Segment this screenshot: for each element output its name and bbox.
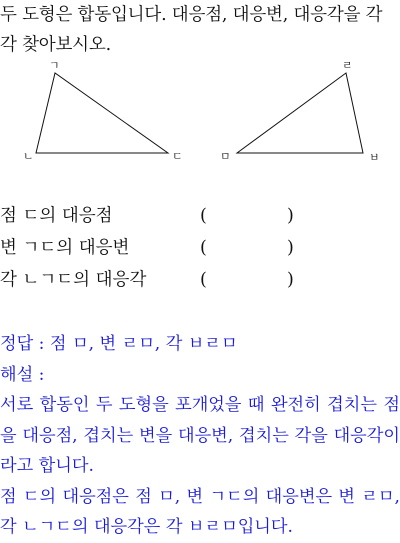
explanation-line: 각 ㄴㄱㄷ의 대응각은 각 ㅂㄹㅁ입니다. — [0, 517, 293, 537]
explanation-line: 라고 합니다. — [0, 456, 94, 476]
question-line-1: 두 도형은 합동입니다. 대응점, 대응변, 대응각을 각 — [0, 5, 383, 25]
explanation-line: 을 대응점, 겹치는 변을 대응변, 겹치는 각을 대응각이 — [0, 425, 400, 446]
blank-row-corresponding-side — [0, 233, 400, 263]
right-triangle — [237, 73, 363, 153]
explanation-heading: 해설 : — [0, 364, 45, 385]
blank-prompt: 변 ㄱㄷ의 대응변 — [0, 238, 130, 258]
answer-paren-close: ) — [287, 238, 294, 258]
vertex-label-digeut: ㄷ — [172, 150, 183, 163]
explanation-line: 점 ㄷ의 대응점은 점 ㅁ, 변 ㄱㄷ의 대응변은 변 ㄹㅁ, — [0, 486, 400, 507]
answer-line: 정답 : 점 ㅁ, 변 ㄹㅁ, 각 ㅂㄹㅁ — [0, 334, 238, 354]
answer-section — [0, 329, 400, 543]
answer-paren-open: ( — [200, 238, 207, 258]
answer-paren-open: ( — [200, 206, 207, 226]
blank-row-corresponding-point — [0, 201, 400, 231]
question-line-2: 각 찾아보시오. — [0, 35, 111, 55]
vertex-label-giyeok: ㄱ — [49, 59, 60, 72]
left-triangle — [36, 73, 168, 153]
vertex-label-nieun: ㄴ — [23, 150, 34, 163]
answer-paren-close: ) — [287, 206, 294, 226]
vertex-label-mieum: ㅁ — [220, 150, 231, 163]
answer-paren-open: ( — [200, 270, 207, 290]
blank-prompt: 각 ㄴㄱㄷ의 대응각 — [0, 270, 147, 290]
answer-paren-close: ) — [287, 270, 294, 290]
blank-row-corresponding-angle — [0, 265, 400, 295]
vertex-label-bieup: ㅂ — [369, 151, 380, 164]
question-text — [0, 0, 400, 60]
blank-prompt: 점 ㄷ의 대응점 — [0, 206, 113, 226]
explanation-line: 서로 합동인 두 도형을 포개었을 때 완전히 겹치는 점 — [0, 395, 400, 415]
congruent-triangles-figure — [0, 55, 400, 170]
vertex-label-rieul: ㄹ — [342, 59, 353, 72]
